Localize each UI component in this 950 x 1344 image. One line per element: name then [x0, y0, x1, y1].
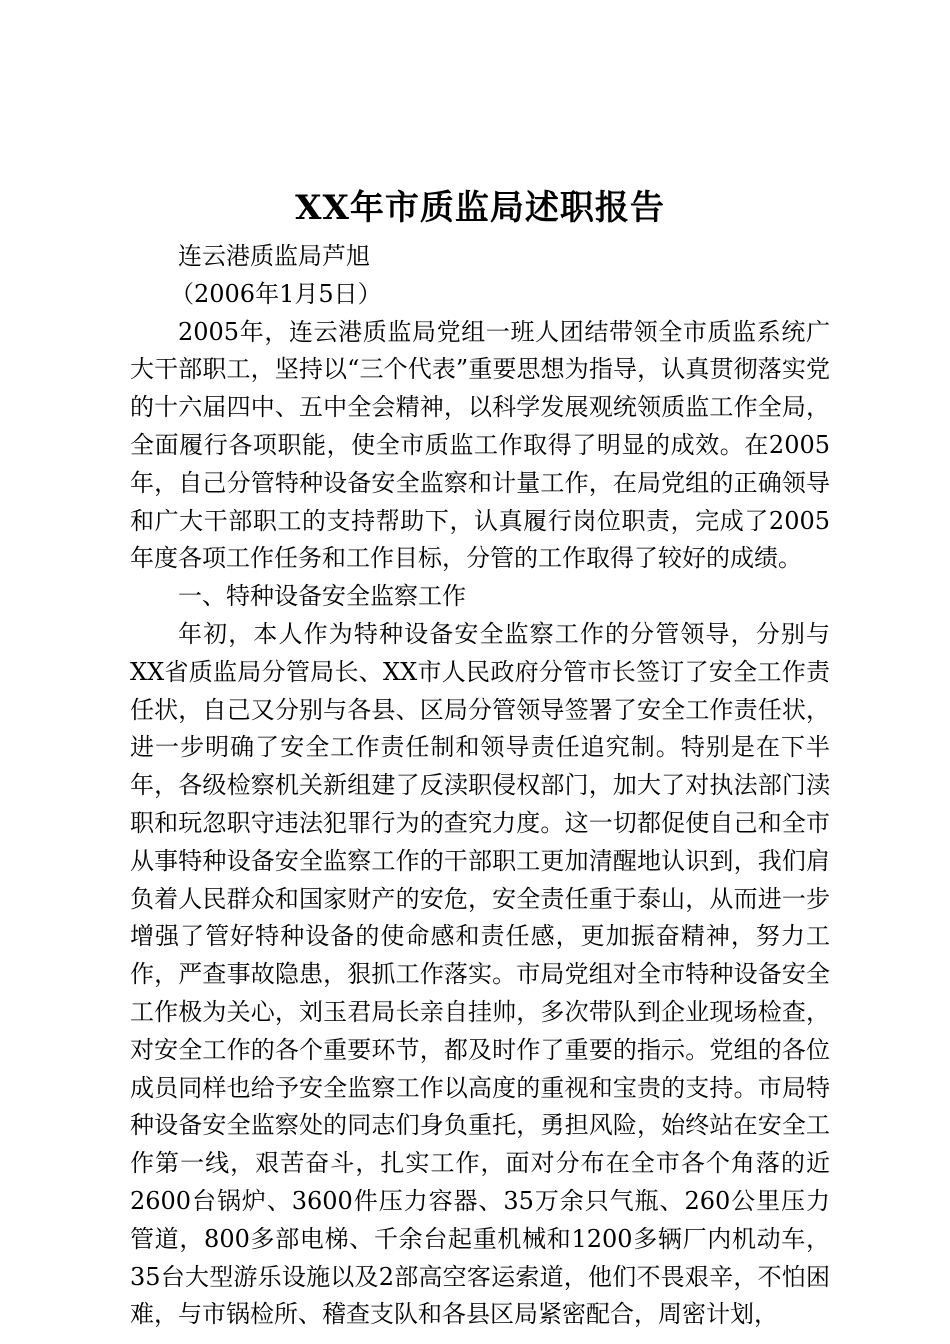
author-line: 连云港质监局芦旭 [178, 242, 370, 270]
section-heading: 一、特种设备安全监察工作 [178, 582, 466, 611]
document-page [130, 186, 830, 1334]
paragraph-intro: 2005年，连云港质监局党组一班人团结带领全市质监系统广大干部职工，坚持以“三个代表”重要思想为指导，认真贯彻落实党的十六届四中、五中全会精神，以科学发展观统领质监工作全局，全面履行各项职能，使全市质监工作取得了明显的成效。在2005年，自己分管特种设备安全监察和计量工作，在局党组的正确领导和广大干部职工的支持帮助下，认真履行岗位职责，完成了2005年度各项工作任务和工作目标，分管的工作取得了较好的成绩。 [130, 317, 830, 573]
paragraph-section-1: 年初，本人作为特种设备安全监察工作的分管领导，分别与XX省质监局分管局长、XX市人民政府分管市长签订了安全工作责任状，自己又分别与各县、区局分管领导签署了安全工作责任状，进一步明确了安全工作责任制和领导责任追究制。特别是在下半年，各级检察机关新组建了反渎职侵权部门，加大了对执法部门渎职和玩忽职守违法犯罪行为的查究力度。这一切都促使自己和全市从事特种设备安全监察工作的干部职工更加清醒地认识到，我们肩负着人民群众和国家财产的安危，安全责任重于泰山，从而进一步增强了管好特种设备的使命感和责任感，更加振奋精神，努力工作，严查事故隐患，狠抓工作落实。市局党组对全市特种设备安全工作极为关心，刘玉君局长亲自挂帅，多次带队到企业现场检查，对安全工作的各个重要环节，都及时作了重要的指示。党组的各位成员同样也给予安全监察工作以高度的重视和宝贵的支持。市局特种设备安全监察处的同志们身负重托，勇担风险，始终站在安全工作第一线，艰苦奋斗，扎实工作，面对分布在全市各个角落的近2600台锅炉、3600件压力容器、35万余只气瓶、260公里压力管道，800多部电梯、千余台起重机械和1200多辆厂内机动车，35台大型游乐设施以及2部高空客运索道，他们不畏艰辛，不怕困难，与市锅检所、稽查支队和各县区局紧密配合，周密计划， [130, 619, 830, 1329]
date-line: （2006年1月5日） [170, 279, 382, 308]
document-title: XX年市质监局述职报告 [295, 188, 665, 228]
